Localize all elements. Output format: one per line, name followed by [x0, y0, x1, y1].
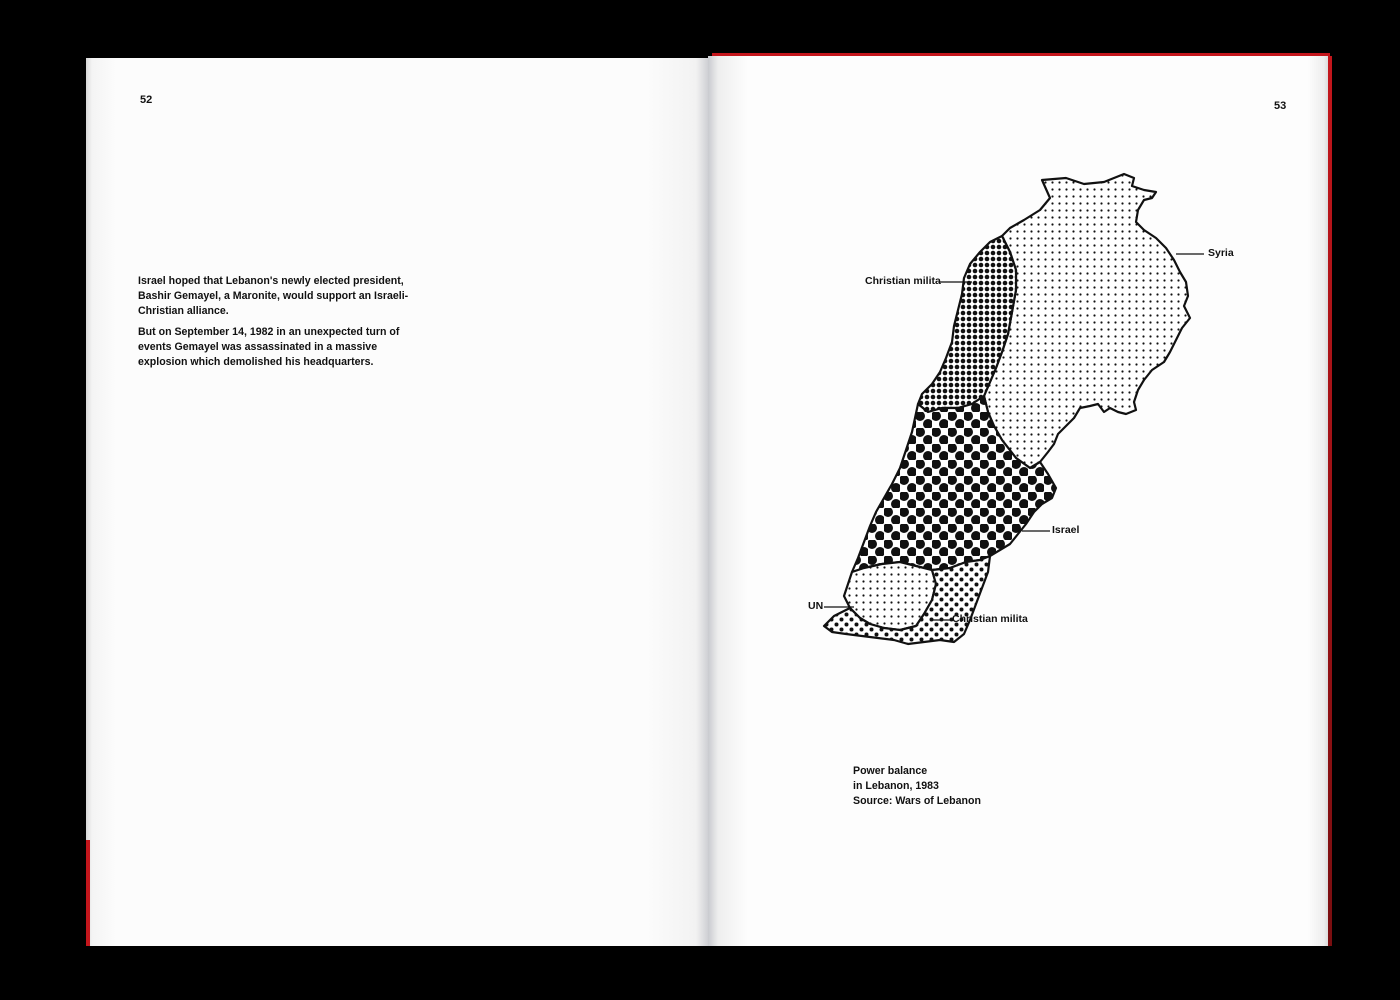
- label-syria: Syria: [1208, 247, 1234, 259]
- page-number-right: 53: [1274, 100, 1287, 112]
- label-un: UN: [808, 600, 824, 612]
- red-edge-right: [1328, 56, 1332, 946]
- caption-line-2: in Lebanon, 1983: [853, 780, 939, 792]
- right-page: [708, 56, 1330, 946]
- paragraph-1: Israel hoped that Lebanon's newly elected president, Bashir Gemayel, a Maronite, would support an Israeli-Christian alliance.: [138, 275, 409, 317]
- label-christian-militia-south: Christian milita: [952, 613, 1028, 625]
- lebanon-map: [804, 172, 1244, 652]
- caption-line-3: Source: Wars of Lebanon: [853, 795, 981, 807]
- map-caption: [853, 764, 981, 809]
- red-edge-left: [86, 840, 90, 946]
- caption-line-1: Power balance: [853, 765, 928, 777]
- left-page: [86, 58, 708, 946]
- label-christian-militia-north: Christian milita: [865, 275, 941, 287]
- region-syria: [984, 174, 1190, 468]
- page-number-left: 52: [140, 94, 153, 106]
- label-israel: Israel: [1052, 524, 1080, 536]
- body-text: [138, 274, 418, 376]
- paragraph-2: But on September 14, 1982 in an unexpected turn of events Gemayel was assassinated in a massive explosion which demolished his headquarters.: [138, 326, 400, 368]
- lebanon-map-svg: [804, 172, 1244, 652]
